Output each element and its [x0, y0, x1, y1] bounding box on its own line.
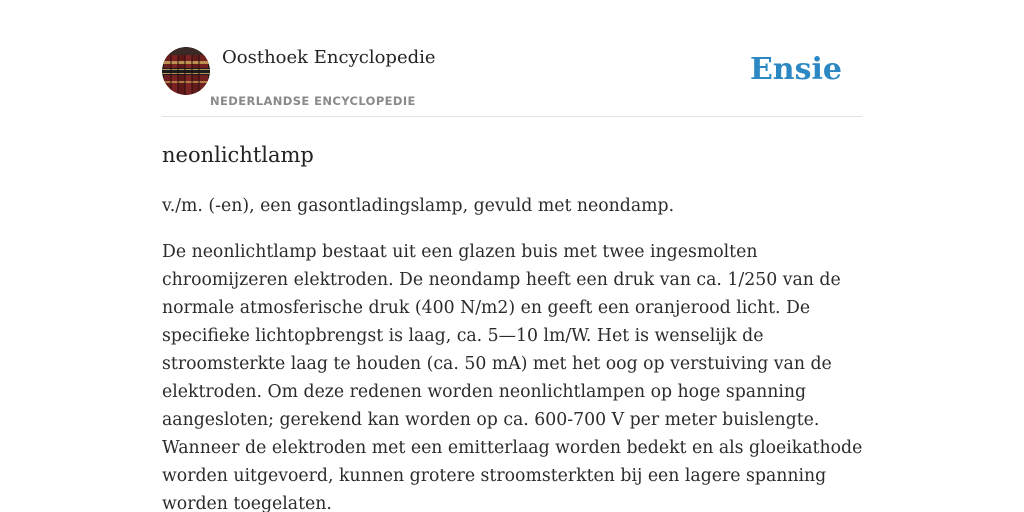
site-title[interactable]: Oosthoek Encyclopedie: [222, 47, 436, 68]
site-subtitle: NEDERLANDSE ENCYCLOPEDIE: [210, 94, 416, 108]
article: [162, 140, 872, 512]
brand-logo-link[interactable]: Ensie: [749, 52, 842, 87]
site-header: [162, 44, 862, 117]
entry-body: De neonlichtlamp bestaat uit een glazen buis met twee ingesmolten chroomijzeren elektroden. De neondamp heeft een druk van ca. 1/250 van de normale atmosferische druk (400 N/m2) en geeft een oranjerood licht. De specifieke lichtopbrengst is laag, ca. 5—10 lm/W. Het is wenselijk de stroomsterkte laag te houden (ca. 50 mA) met het oog op verstuiving van de elektroden. Om deze redenen worden neonlichtlampen op hoge spanning aangesloten; gerekend kan worden op ca. 600-700 V per meter buislengte. Wanneer de elektroden met een emitterlaag worden bedekt en als gloeikathode worden uitgevoerd, kunnen grotere stroomsterkten bij een lagere spanning worden toegelaten.: [162, 242, 863, 512]
entry-definition: v./m. (-en), een gasontladingslamp, gevuld met neondamp.: [162, 196, 675, 216]
entry-title: neonlichtlamp: [162, 143, 314, 167]
book-spines-icon[interactable]: [162, 47, 210, 95]
